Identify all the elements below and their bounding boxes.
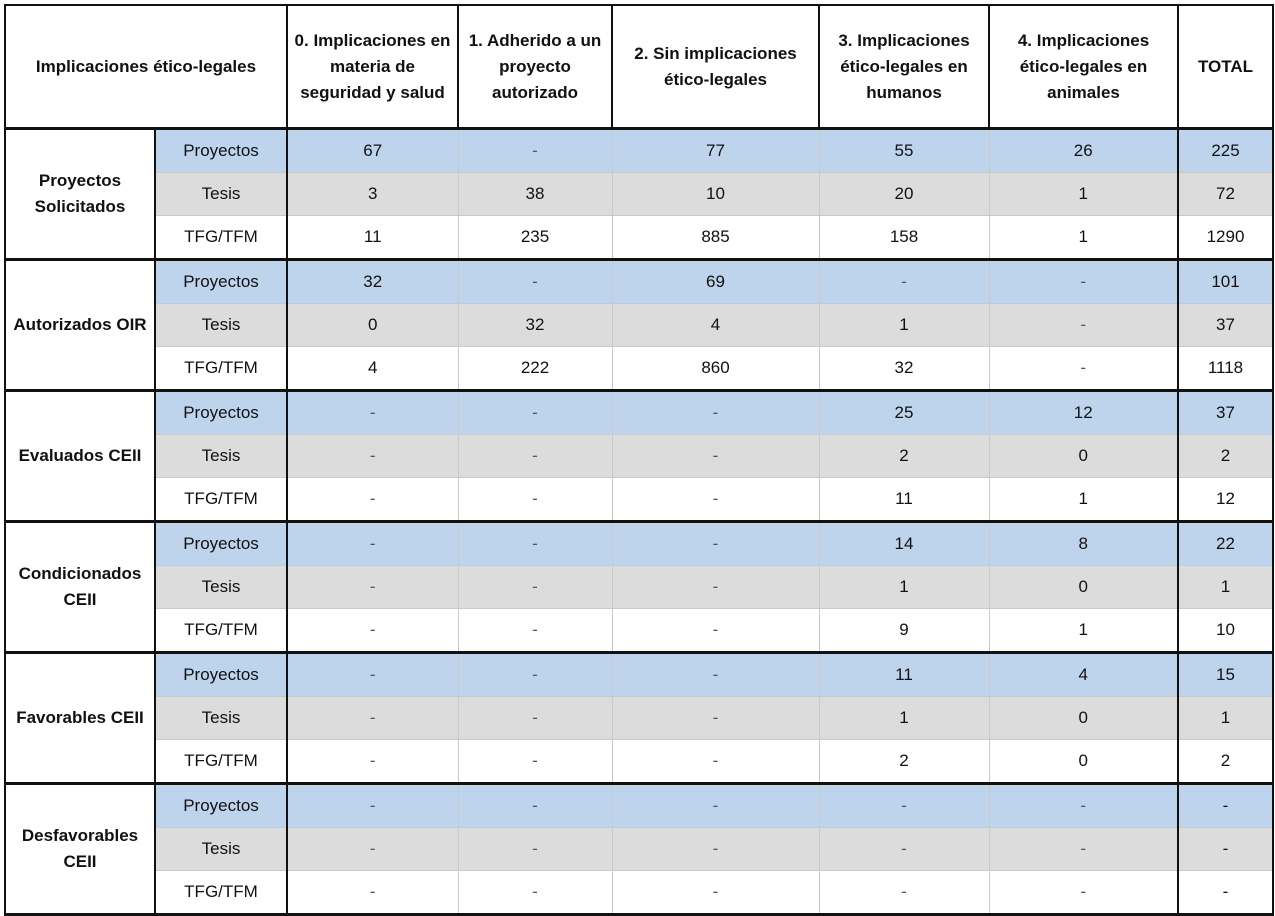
value-cell: 38 [458, 173, 612, 216]
value-cell: - [287, 522, 458, 566]
group-label: Condicionados CEII [5, 522, 155, 653]
value-cell: - [989, 871, 1178, 915]
value-cell: 1 [819, 697, 989, 740]
value-cell: 25 [819, 391, 989, 435]
value-cell: - [989, 260, 1178, 304]
column-header-total: TOTAL [1178, 5, 1273, 129]
table-row [5, 566, 1273, 609]
value-cell: - [287, 740, 458, 784]
value-cell: 0 [989, 566, 1178, 609]
value-cell: - [287, 478, 458, 522]
table-row [5, 609, 1273, 653]
value-cell: - [612, 609, 819, 653]
group-label: Evaluados CEII [5, 391, 155, 522]
value-cell: 1 [819, 566, 989, 609]
value-cell: - [458, 609, 612, 653]
value-cell: 0 [989, 740, 1178, 784]
table-row [5, 129, 1273, 173]
table-row [5, 478, 1273, 522]
total-cell: - [1178, 871, 1273, 915]
value-cell: - [458, 435, 612, 478]
value-cell: 11 [287, 216, 458, 260]
total-cell: 72 [1178, 173, 1273, 216]
value-cell: 860 [612, 347, 819, 391]
value-cell: 4 [989, 653, 1178, 697]
table-row [5, 260, 1273, 304]
column-header-1: 1. Adherido a un proyecto autorizado [458, 5, 612, 129]
column-header-4: 4. Implicaciones ético-legales en animales [989, 5, 1178, 129]
total-cell: 15 [1178, 653, 1273, 697]
value-cell: 235 [458, 216, 612, 260]
value-cell: 9 [819, 609, 989, 653]
column-header-2: 2. Sin implicaciones ético-legales [612, 5, 819, 129]
table-row [5, 173, 1273, 216]
table-row [5, 784, 1273, 828]
value-cell: 885 [612, 216, 819, 260]
value-cell: - [989, 828, 1178, 871]
value-cell: - [287, 566, 458, 609]
total-cell: 12 [1178, 478, 1273, 522]
row-type-label: TFG/TFM [155, 478, 287, 522]
value-cell: - [819, 871, 989, 915]
value-cell: 32 [819, 347, 989, 391]
value-cell: - [819, 784, 989, 828]
value-cell: 26 [989, 129, 1178, 173]
total-cell: 2 [1178, 740, 1273, 784]
value-cell: - [287, 784, 458, 828]
table-row [5, 216, 1273, 260]
value-cell: - [458, 828, 612, 871]
total-cell: 10 [1178, 609, 1273, 653]
value-cell: 1 [989, 609, 1178, 653]
value-cell: - [458, 871, 612, 915]
row-type-label: Proyectos [155, 522, 287, 566]
value-cell: 14 [819, 522, 989, 566]
value-cell: 1 [989, 216, 1178, 260]
value-cell: - [458, 391, 612, 435]
row-type-label: Tesis [155, 828, 287, 871]
value-cell: 8 [989, 522, 1178, 566]
value-cell: - [287, 609, 458, 653]
row-type-label: Tesis [155, 173, 287, 216]
table-row [5, 871, 1273, 915]
value-cell: 32 [287, 260, 458, 304]
value-cell: 69 [612, 260, 819, 304]
value-cell: - [458, 129, 612, 173]
value-cell: 158 [819, 216, 989, 260]
value-cell: - [989, 304, 1178, 347]
row-type-label: Proyectos [155, 784, 287, 828]
total-cell: 225 [1178, 129, 1273, 173]
row-type-label: TFG/TFM [155, 216, 287, 260]
group-label: Proyectos Solicitados [5, 129, 155, 260]
value-cell: 4 [287, 347, 458, 391]
value-cell: - [612, 828, 819, 871]
table-row [5, 435, 1273, 478]
value-cell: 1 [989, 173, 1178, 216]
value-cell: - [287, 871, 458, 915]
value-cell: - [612, 435, 819, 478]
total-cell: 1 [1178, 697, 1273, 740]
value-cell: 3 [287, 173, 458, 216]
value-cell: 11 [819, 653, 989, 697]
value-cell: 222 [458, 347, 612, 391]
table-row [5, 828, 1273, 871]
total-cell: - [1178, 828, 1273, 871]
value-cell: - [287, 653, 458, 697]
table-row [5, 740, 1273, 784]
ethics-table [4, 4, 1274, 916]
column-header-0: 0. Implicaciones en materia de seguridad y salud [287, 5, 458, 129]
total-cell: 37 [1178, 391, 1273, 435]
total-cell: 1 [1178, 566, 1273, 609]
total-cell: 1290 [1178, 216, 1273, 260]
value-cell: 11 [819, 478, 989, 522]
table-body [5, 129, 1273, 915]
total-cell: 37 [1178, 304, 1273, 347]
value-cell: - [458, 478, 612, 522]
row-type-label: Tesis [155, 566, 287, 609]
row-type-label: Proyectos [155, 653, 287, 697]
value-cell: 67 [287, 129, 458, 173]
row-type-label: TFG/TFM [155, 871, 287, 915]
total-cell: 2 [1178, 435, 1273, 478]
value-cell: - [287, 828, 458, 871]
corner-header: Implicaciones ético-legales [5, 5, 287, 129]
header-row [5, 5, 1273, 129]
row-type-label: Proyectos [155, 129, 287, 173]
value-cell: 20 [819, 173, 989, 216]
row-type-label: TFG/TFM [155, 347, 287, 391]
value-cell: - [287, 435, 458, 478]
value-cell: - [612, 784, 819, 828]
value-cell: - [612, 697, 819, 740]
value-cell: - [458, 522, 612, 566]
total-cell: - [1178, 784, 1273, 828]
total-cell: 1118 [1178, 347, 1273, 391]
value-cell: - [458, 260, 612, 304]
value-cell: 55 [819, 129, 989, 173]
table-row [5, 391, 1273, 435]
value-cell: 0 [989, 435, 1178, 478]
value-cell: 0 [989, 697, 1178, 740]
value-cell: 2 [819, 740, 989, 784]
value-cell: - [458, 697, 612, 740]
table-row [5, 653, 1273, 697]
group-label: Favorables CEII [5, 653, 155, 784]
value-cell: - [819, 260, 989, 304]
value-cell: - [458, 740, 612, 784]
group-label: Autorizados OIR [5, 260, 155, 391]
value-cell: 10 [612, 173, 819, 216]
table-row [5, 304, 1273, 347]
value-cell: 2 [819, 435, 989, 478]
row-type-label: TFG/TFM [155, 609, 287, 653]
value-cell: 1 [819, 304, 989, 347]
total-cell: 101 [1178, 260, 1273, 304]
value-cell: - [458, 784, 612, 828]
value-cell: 12 [989, 391, 1178, 435]
value-cell: - [989, 347, 1178, 391]
row-type-label: Tesis [155, 304, 287, 347]
table-row [5, 522, 1273, 566]
table-row [5, 697, 1273, 740]
group-label: Desfavorables CEII [5, 784, 155, 915]
value-cell: - [612, 871, 819, 915]
total-cell: 22 [1178, 522, 1273, 566]
value-cell: 4 [612, 304, 819, 347]
value-cell: - [287, 697, 458, 740]
value-cell: - [612, 478, 819, 522]
value-cell: - [612, 740, 819, 784]
column-header-3: 3. Implicaciones ético-legales en humanos [819, 5, 989, 129]
value-cell: - [458, 566, 612, 609]
value-cell: - [287, 391, 458, 435]
table-row [5, 347, 1273, 391]
row-type-label: Tesis [155, 697, 287, 740]
row-type-label: Proyectos [155, 391, 287, 435]
value-cell: 1 [989, 478, 1178, 522]
value-cell: 77 [612, 129, 819, 173]
value-cell: - [458, 653, 612, 697]
row-type-label: TFG/TFM [155, 740, 287, 784]
value-cell: 32 [458, 304, 612, 347]
value-cell: 0 [287, 304, 458, 347]
value-cell: - [612, 653, 819, 697]
row-type-label: Tesis [155, 435, 287, 478]
value-cell: - [612, 566, 819, 609]
row-type-label: Proyectos [155, 260, 287, 304]
value-cell: - [612, 522, 819, 566]
value-cell: - [612, 391, 819, 435]
value-cell: - [819, 828, 989, 871]
value-cell: - [989, 784, 1178, 828]
